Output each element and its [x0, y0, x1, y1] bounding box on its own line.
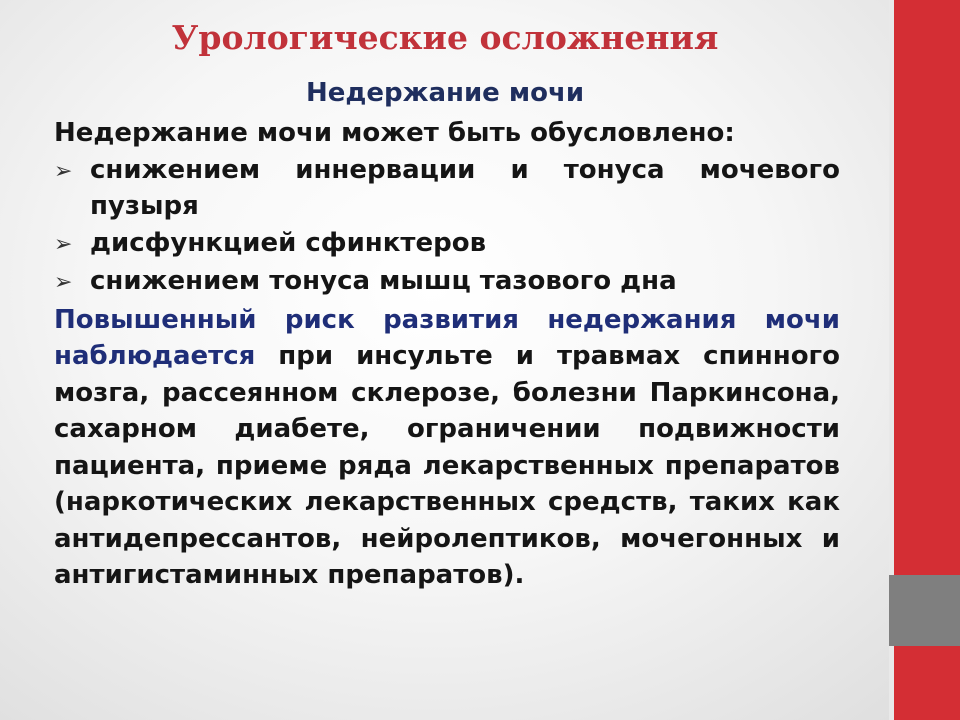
arrowhead-bullet-icon: ➢: [54, 158, 73, 184]
bullet-text: снижением тонуса мышц тазового дна: [90, 266, 677, 296]
bullet-item: [54, 263, 840, 302]
side-bar-grey-block: [889, 575, 960, 646]
risk-body-text: при инсульте и травмах спинного мозга, рассеянном склерозе, болезни Паркинсона, сахарном диабете, ограничении подвижности пациента, приеме ряда лекарственных препаратов (наркотических лекарственных средств, таких как антидепрессантов, нейролептиков, мочегонных и антигистаминных препаратов).: [54, 341, 840, 590]
bullet-item: [54, 225, 840, 264]
intro-text: Недержание мочи может быть обусловлено:: [54, 118, 735, 148]
slide-subtitle: Недержание мочи: [305, 78, 585, 108]
risk-paragraph: [54, 302, 840, 594]
decorative-side-bar: [889, 0, 960, 720]
arrowhead-bullet-icon: ➢: [54, 270, 73, 295]
slide-content: [54, 115, 840, 594]
risk-lead-text: Повышенный риск развития недержания мочи наблюдается: [54, 304, 840, 371]
bullet-text: снижением иннервации и тонуса мочевого пузыря: [90, 154, 840, 221]
bullet-text: дисфункцией сфинктеров: [90, 227, 487, 258]
arrowhead-bullet-icon: ➢: [54, 231, 73, 257]
slide-title: Урологические осложнения: [171, 18, 719, 57]
bullet-item: [54, 152, 840, 225]
